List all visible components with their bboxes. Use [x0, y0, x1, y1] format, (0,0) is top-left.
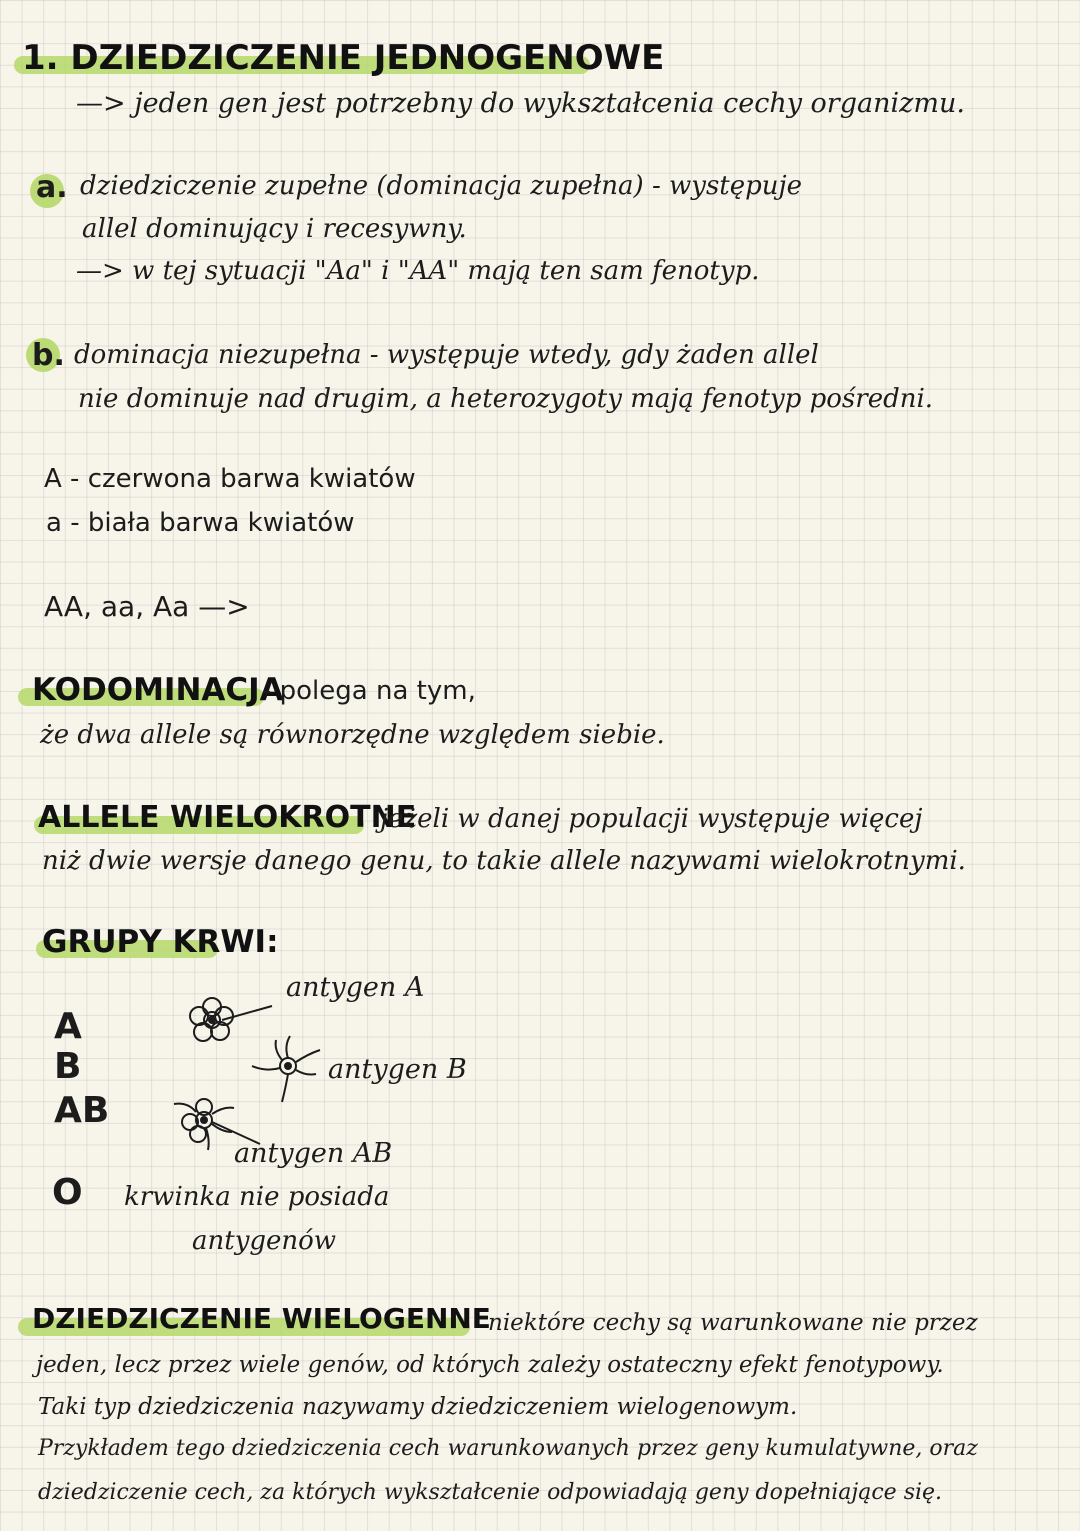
wielogenne-line-2: jeden, lecz przez wiele genów, od których zależy ostateczny efekt fenotypowy. — [36, 1352, 944, 1378]
blood-group-a: A — [54, 1006, 82, 1047]
allele-wielokrotne-line-1: jeżeli w danej populacji występuje więcej — [380, 804, 923, 834]
wielogenne-line-1: niektóre cechy są warunkowane nie przez — [488, 1310, 978, 1336]
point-a-letter: a. — [36, 170, 68, 205]
grupy-krwi-title: GRUPY KRWI: — [42, 924, 279, 960]
allele-wielokrotne-title: ALLELE WIELOKROTNE — [38, 800, 417, 835]
section1-description: —> jeden gen jest potrzebny do wykształcenia cechy organizmu. — [76, 88, 965, 119]
point-a-line-1: dziedziczenie zupełne (dominacja zupełna) - występuje — [80, 171, 802, 201]
blood-group-o-description-2: antygenów — [192, 1226, 337, 1256]
antigen-a-label: antygen A — [286, 972, 425, 1003]
antigen-b-label: antygen B — [328, 1054, 467, 1085]
wielogenne-line-4: Przykładem tego dziedziczenia cech warunkowanych przez geny kumulatywne, oraz — [38, 1436, 978, 1461]
point-a-line-2: allel dominujący i recesywny. — [82, 214, 467, 244]
kodominacja-title: KODOMINACJA — [32, 672, 284, 708]
point-b-letter: b. — [32, 338, 65, 373]
genotypes-line: AA, aa, Aa —> — [44, 590, 250, 623]
kodominacja-line-1: - polega na tym, — [262, 676, 476, 706]
point-b-line-2: nie dominuje nad drugim, a heterozygoty mają fenotyp pośredni. — [78, 384, 934, 414]
blood-group-b: B — [54, 1046, 82, 1087]
point-b-line-1: dominacja niezupełna - występuje wtedy, gdy żaden allel — [74, 340, 819, 370]
wielogenne-line-3: Taki typ dziedziczenia nazywamy dziedziczeniem wielogenowym. — [38, 1394, 798, 1420]
blood-group-o-description-1: krwinka nie posiada — [124, 1182, 390, 1212]
allele-recessive-line: a - biała barwa kwiatów — [46, 508, 355, 538]
blood-group-o: O — [52, 1172, 83, 1213]
allele-dominant-line: A - czerwona barwa kwiatów — [44, 464, 416, 494]
antigen-ab-label: antygen AB — [234, 1138, 393, 1169]
point-a-line-3: —> w tej sytuacji "Aa" i "AA" mają ten sam fenotyp. — [76, 256, 760, 286]
kodominacja-line-2: że dwa allele są równorzędne względem siebie. — [40, 720, 665, 750]
wielogenne-line-5: dziedziczenie cech, za których wykształcenie odpowiadają geny dopełniające się. — [38, 1480, 943, 1505]
section-title-jednogenowe: 1. DZIEDZICZENIE JEDNOGENOWE — [22, 38, 665, 78]
blood-group-ab: AB — [54, 1090, 110, 1131]
allele-wielokrotne-line-2: niż dwie wersje danego genu, to takie allele nazywami wielokrotnymi. — [42, 846, 966, 876]
wielogenne-title: DZIEDZICZENIE WIELOGENNE — [32, 1302, 491, 1335]
